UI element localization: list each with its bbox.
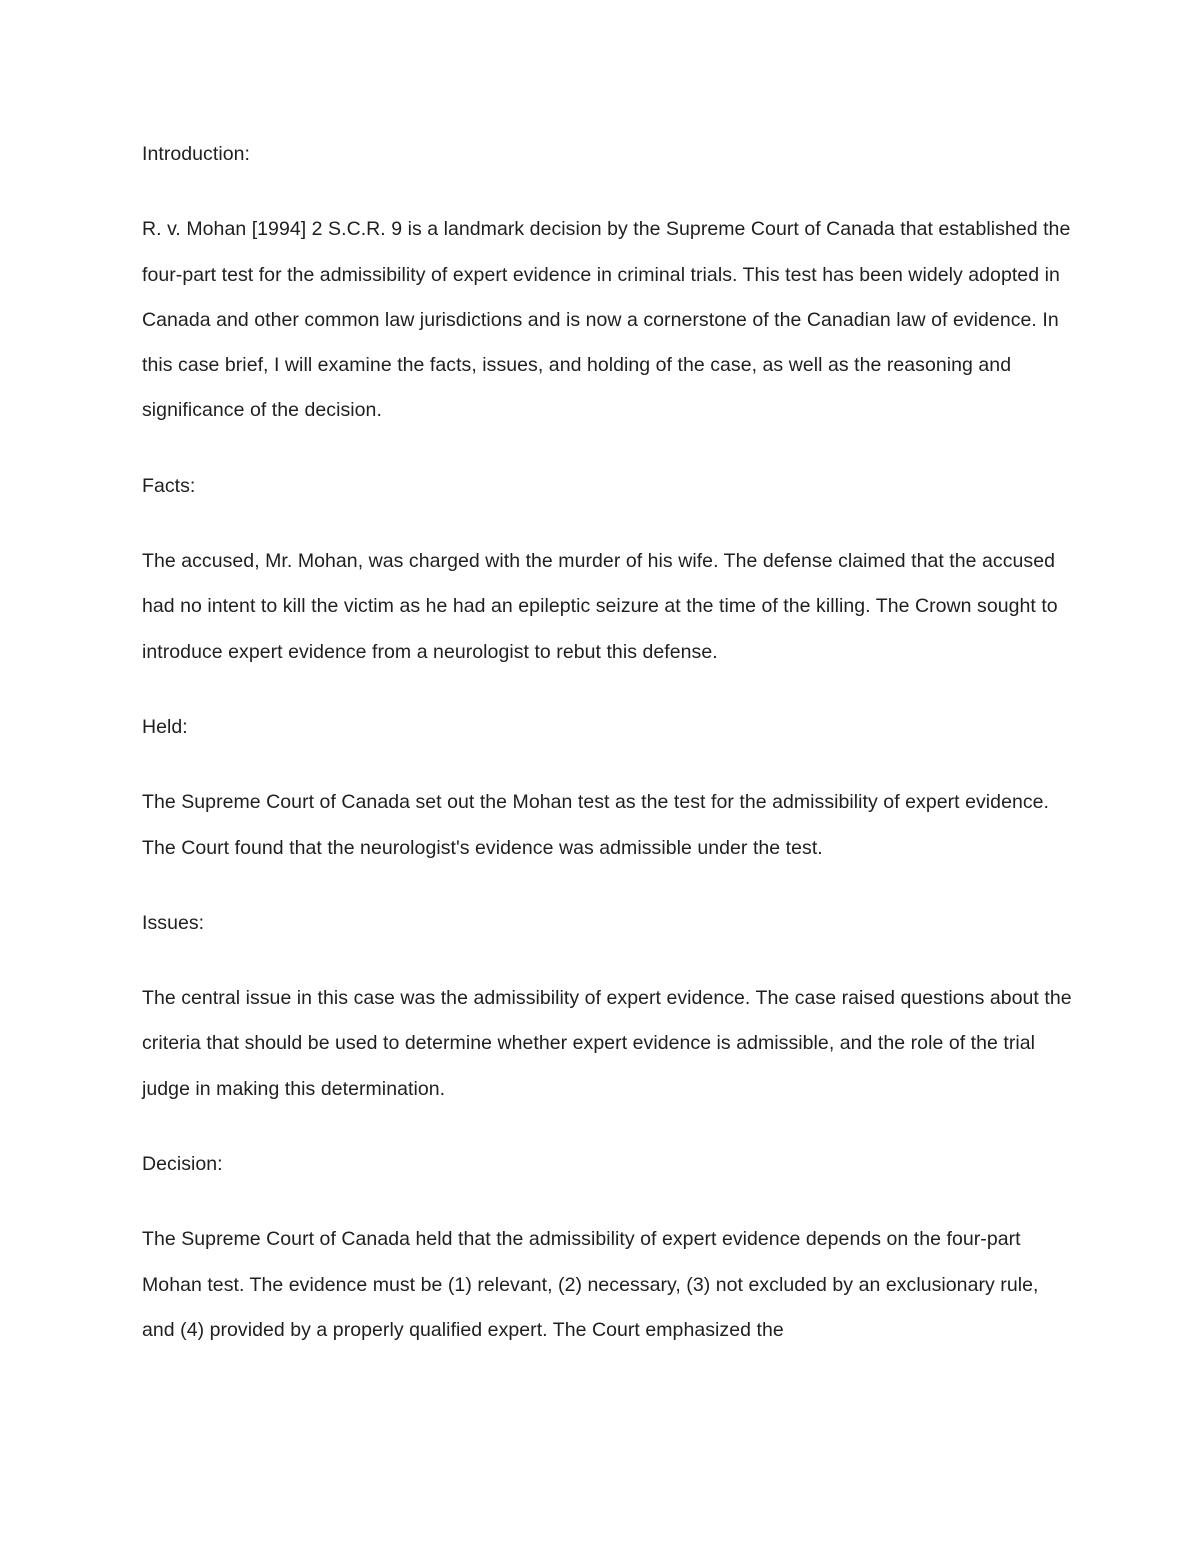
section-paragraph-decision: The Supreme Court of Canada held that the admissibility of expert evidence depends on the four-part Mohan test. The evidence must be (1) relevant, (2) necessary, (3) not excluded by an exclusionary rule, and (4) provided by a properly qualified expert. The Court emphasized the <box>142 1228 1039 1341</box>
section-heading-issues: Issues: <box>142 911 205 934</box>
document-body <box>142 132 1072 1383</box>
section-heading-held: Held: <box>142 715 188 738</box>
section-paragraph-issues: The central issue in this case was the admissibility of expert evidence. The case raised questions about the criteria that should be used to determine whether expert evidence is admissible, and the role of the trial judge in making this determination. <box>142 987 1072 1100</box>
section-heading-facts: Facts: <box>142 474 196 497</box>
section-paragraph-held: The Supreme Court of Canada set out the Mohan test as the test for the admissibility of expert evidence. The Court found that the neurologist's evidence was admissible under the test. <box>142 791 1050 859</box>
section-paragraph-facts: The accused, Mr. Mohan, was charged with the murder of his wife. The defense claimed that the accused had no intent to kill the victim as he had an epileptic seizure at the time of the killing. The Crown sought to introduce expert evidence from a neurologist to rebut this defense. <box>142 550 1058 663</box>
section-paragraph-introduction: R. v. Mohan [1994] 2 S.C.R. 9 is a landmark decision by the Supreme Court of Canada that established the four-part test for the admissibility of expert evidence in criminal trials. This test has been widely adopted in Canada and other common law jurisdictions and is now a cornerstone of the Canadian law of evidence. In this case brief, I will examine the facts, issues, and holding of the case, as well as the reasoning and significance of the decision. <box>142 218 1071 422</box>
section-heading-decision: Decision: <box>142 1153 223 1176</box>
section-heading-introduction: Introduction: <box>142 143 250 165</box>
